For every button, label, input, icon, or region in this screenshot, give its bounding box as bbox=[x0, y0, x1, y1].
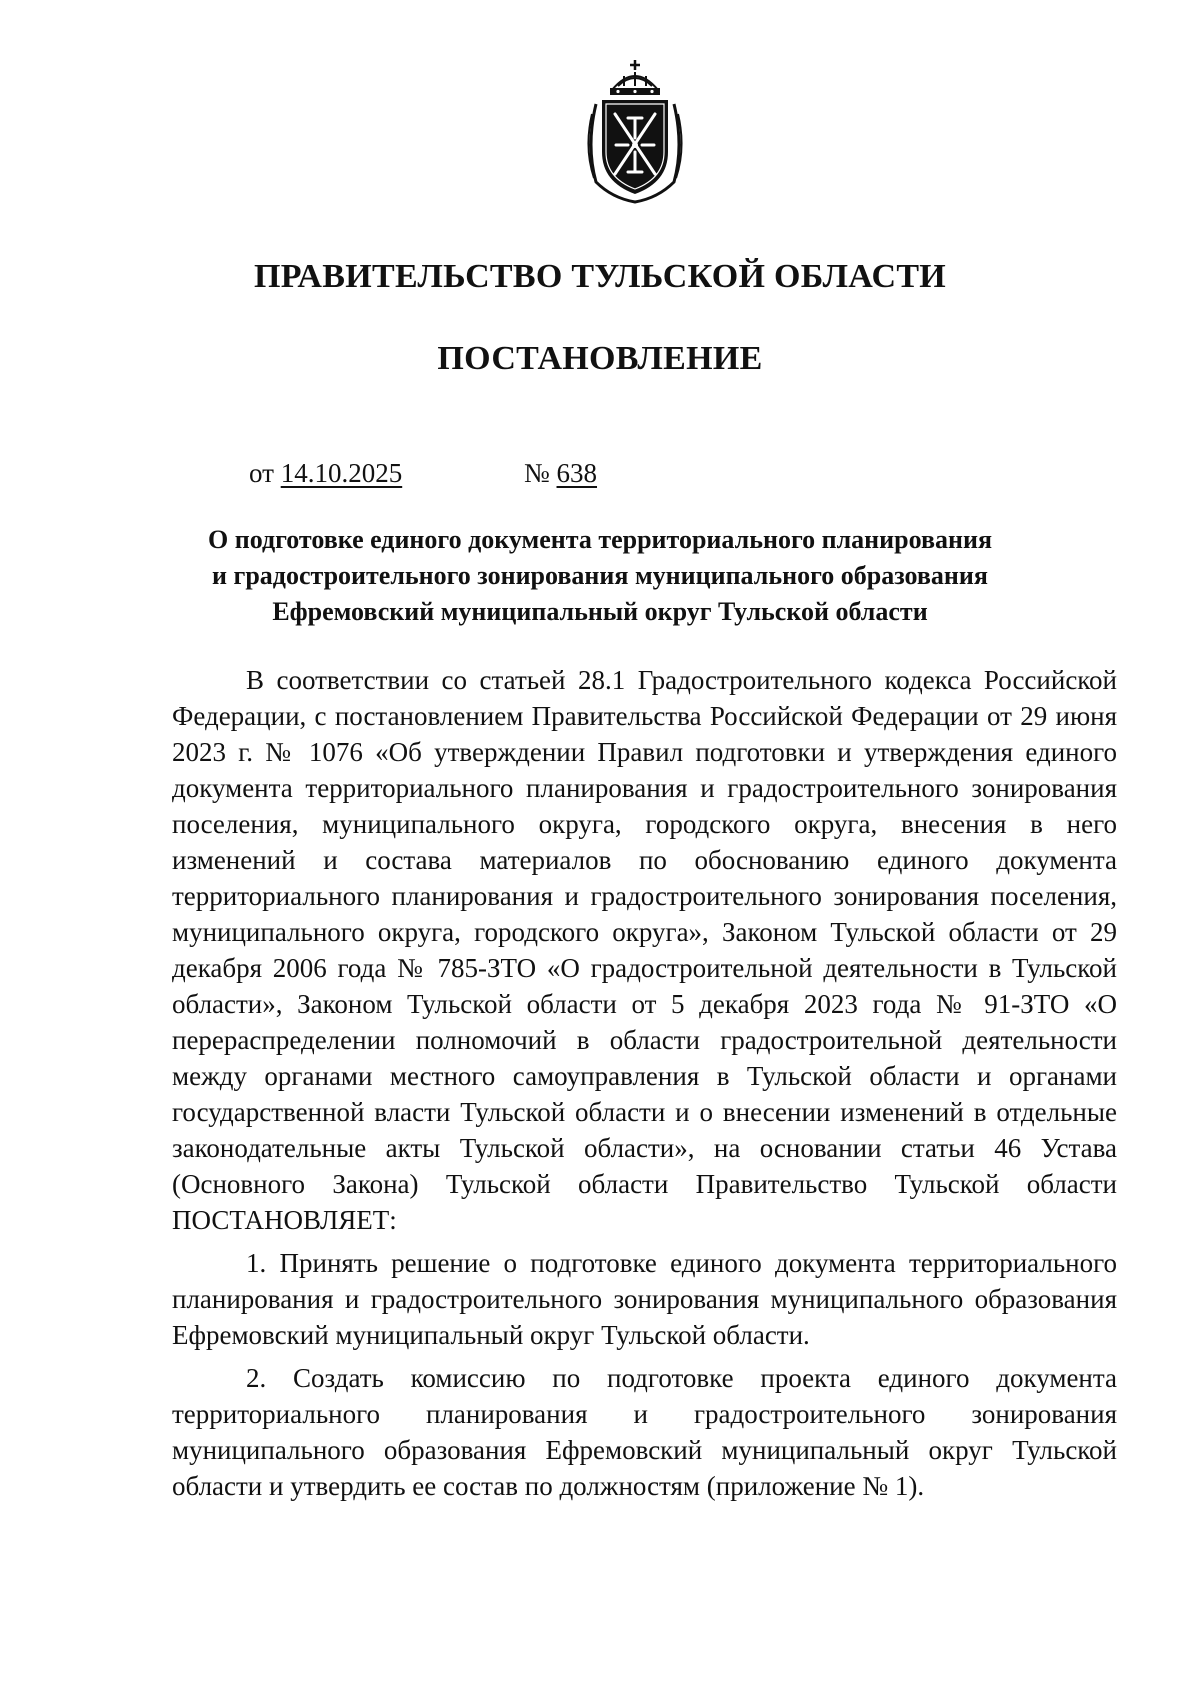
body-paragraph-item-2: 2. Создать комиссию по подготовке проекта единого документа территориального планирования и градостроительного зонирования муниципального образования Ефремовский муниципальный округ Тульской области и утвердить ее состав по должностям (приложение № 1). bbox=[172, 1363, 1117, 1501]
body-paragraph-item-1: 1. Принять решение о подготовке единого документа территориального планирования и градостроительного зонирования муниципального образования Ефремовский муниципальный округ Тульской области. bbox=[172, 1248, 1117, 1350]
date-prefix: от bbox=[249, 458, 274, 488]
number-prefix: № bbox=[524, 458, 550, 488]
subject-line: О подготовке единого документа территориального планирования bbox=[207, 525, 993, 554]
number-value: 638 bbox=[556, 458, 598, 488]
document-type-title: ПОСТАНОВЛЕНИЕ bbox=[437, 340, 763, 377]
document-subject bbox=[160, 522, 1040, 630]
organization-title: ПРАВИТЕЛЬСТВО ТУЛЬСКОЙ ОБЛАСТИ bbox=[253, 258, 947, 295]
coat-of-arms-icon bbox=[582, 56, 688, 204]
document-body bbox=[172, 662, 1117, 1511]
subject-line: и градостроительного зонирования муниципального образования bbox=[212, 561, 988, 590]
document-number bbox=[524, 458, 597, 489]
body-paragraph-preamble: В соответствии со статьей 28.1 Градостроительного кодекса Российской Федерации, с постановлением Правительства Российской Федерации от 29 июня 2023 г. № 1076 «Об утверждении Правил подготовки и утверждения единого документа территориального планирования и градостроительного зонирования поселения, муниципального округа, городского округа, внесения в него изменений и состава материалов по обоснованию единого документа территориального планирования и градостроительного зонирования поселения, муниципального округа, городского округа», Законом Тульской области от 29 декабря 2006 года № 785-ЗТО «О градостроительной деятельности в Тульской области», Законом Тульской области от 5 декабря 2023 года № 91-ЗТО «О перераспределении полномочий в области градостроительной деятельности между органами местного самоуправления в Тульской области и органами государственной власти Тульской области и о внесении изменений в отдельные законодательные акты Тульской области», на основании статьи 46 Устава (Основного Закона) Тульской области Правительство Тульской области ПОСТАНОВЛЯЕТ: bbox=[172, 665, 1117, 1235]
subject-line: Ефремовский муниципальный округ Тульской области bbox=[272, 597, 928, 626]
date-value: 14.10.2025 bbox=[280, 458, 403, 488]
document-date bbox=[249, 458, 402, 489]
